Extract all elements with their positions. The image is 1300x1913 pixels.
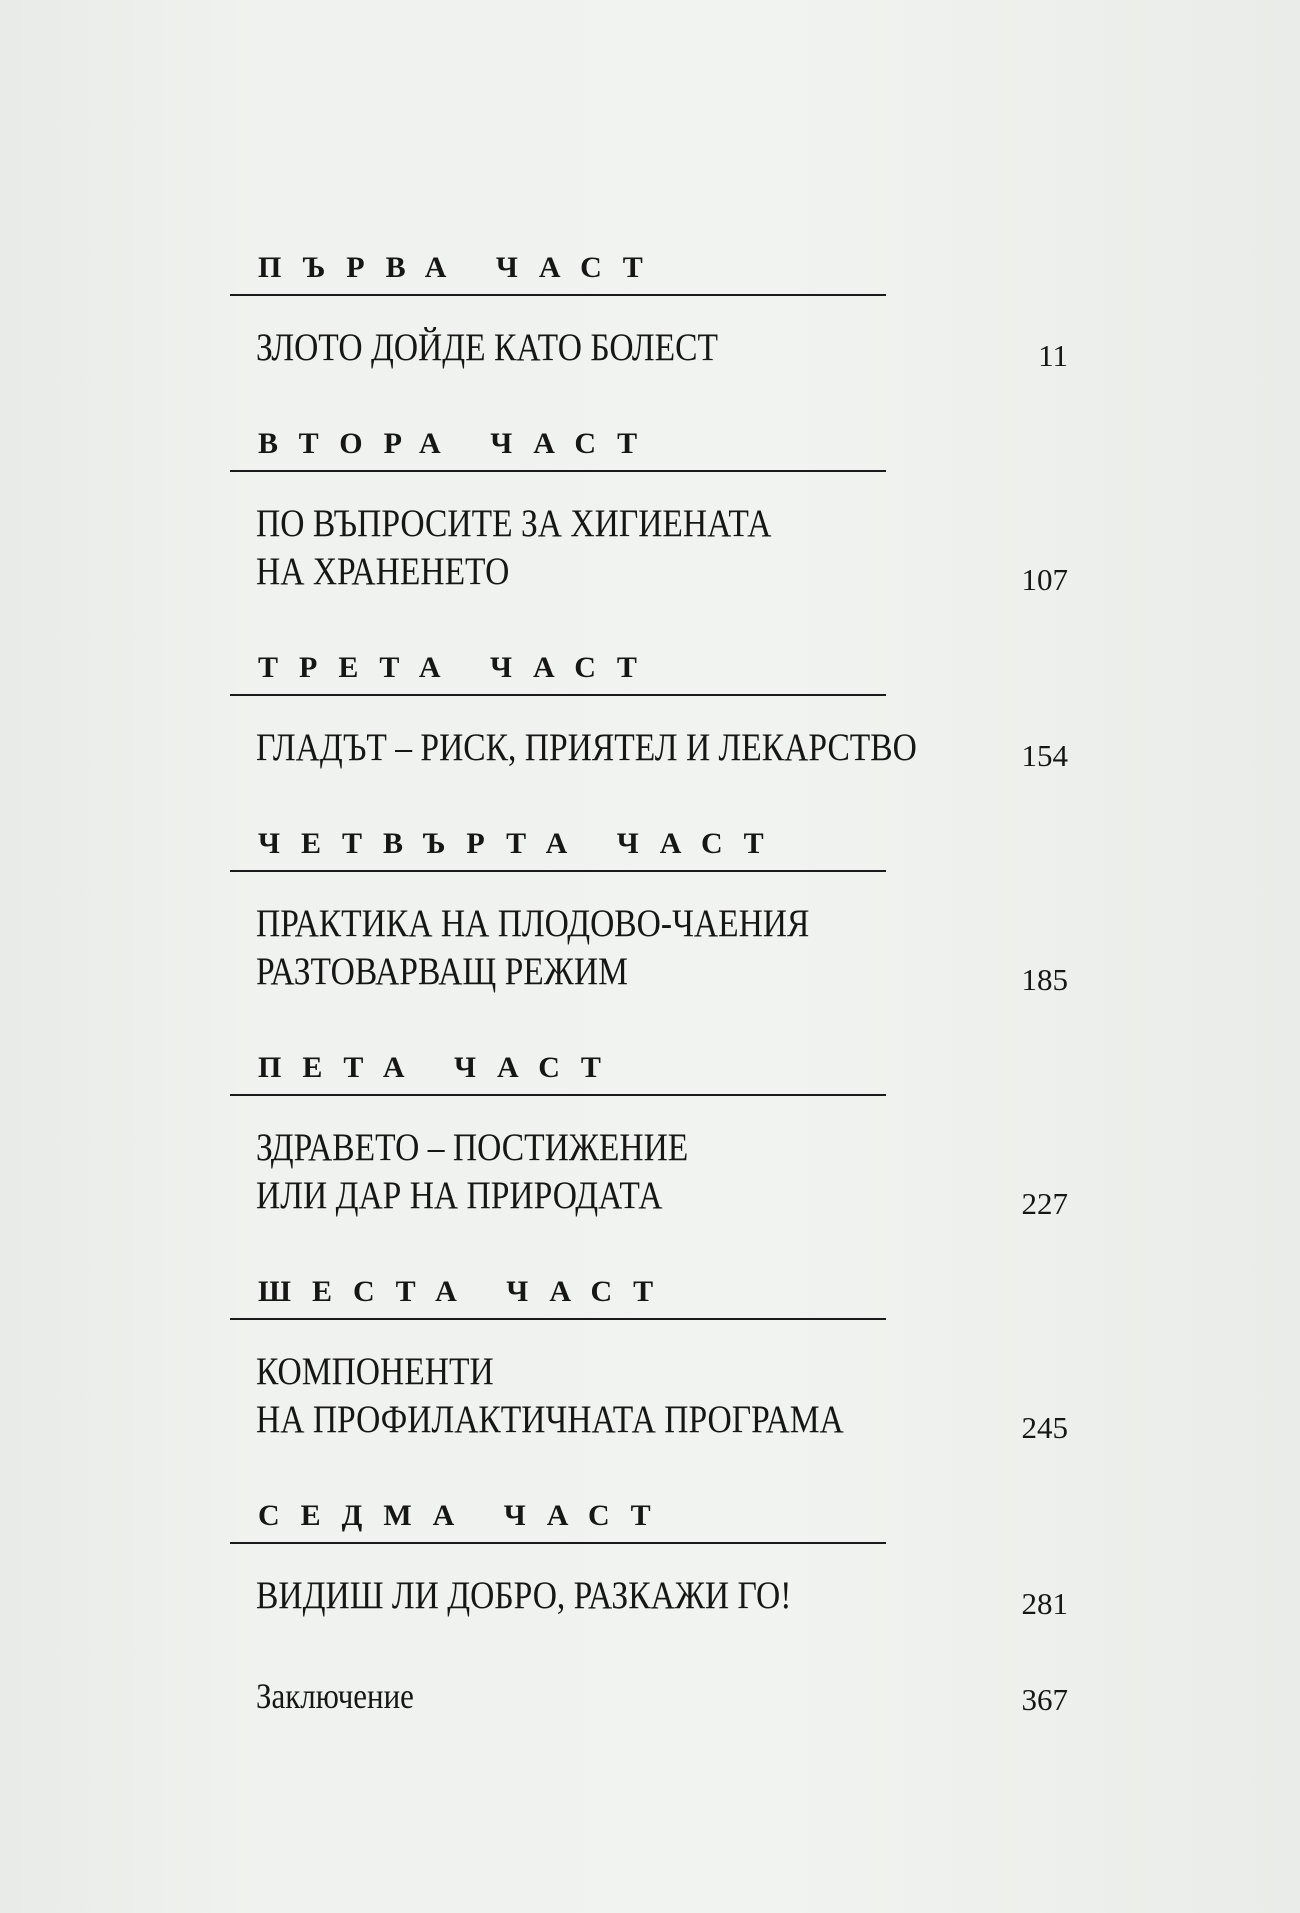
chapter-title-line: КОМПОНЕНТИ: [256, 1350, 494, 1393]
heading-rule: [230, 870, 886, 872]
toc-entry[interactable]: [230, 1124, 1080, 1220]
toc-entry[interactable]: [230, 1572, 1080, 1620]
page-number: 185: [1021, 962, 1068, 997]
chapter-title-line: ЗДРАВЕТО – ПОСТИЖЕНИЕ: [256, 1126, 689, 1169]
toc-part-4: [230, 824, 1080, 996]
part-heading: ЧЕТВЪРТА ЧАСТ: [258, 827, 785, 860]
heading-rule: [230, 1542, 886, 1544]
toc-entry[interactable]: [230, 900, 1080, 996]
page-number: 245: [1021, 1410, 1068, 1445]
toc-entry[interactable]: [230, 1348, 1080, 1444]
chapter-title: [256, 324, 965, 372]
toc-part-7: [230, 1496, 1080, 1620]
toc-entry[interactable]: [230, 500, 1080, 596]
page-number: 154: [1021, 738, 1068, 773]
chapter-title-line: РАЗТОВАРВАЩ РЕЖИМ: [256, 950, 628, 993]
part-heading: ШЕСТА ЧАСТ: [258, 1275, 675, 1308]
chapter-title-line: ВИДИШ ЛИ ДОБРО, РАЗКАЖИ ГО!: [256, 1574, 792, 1617]
toc-part-5: [230, 1048, 1080, 1220]
part-heading: ТРЕТА ЧАСТ: [258, 651, 658, 684]
chapter-title: [256, 724, 965, 772]
toc-conclusion[interactable]: [230, 1672, 1080, 1720]
part-heading: ВТОРА ЧАСТ: [258, 427, 659, 460]
chapter-title: [256, 900, 965, 996]
page-number: 281: [1021, 1586, 1068, 1621]
chapter-title: [256, 1348, 965, 1444]
page-number: 11: [1038, 338, 1068, 373]
chapter-title-line: ГЛАДЪТ – РИСК, ПРИЯТЕЛ И ЛЕКАРСТВО: [256, 726, 917, 769]
heading-rule: [230, 1094, 886, 1096]
part-heading: СЕДМА ЧАСТ: [258, 1499, 672, 1532]
conclusion-title: Заключение: [256, 1676, 414, 1716]
page-number: 107: [1021, 562, 1068, 597]
chapter-title-line: ЗЛОТО ДОЙДЕ КАТО БОЛЕСТ: [256, 326, 718, 369]
chapter-title: [256, 1572, 965, 1620]
toc-entry[interactable]: [230, 724, 1080, 772]
chapter-title-line: ИЛИ ДАР НА ПРИРОДАТА: [256, 1174, 663, 1217]
toc-part-3: [230, 648, 1080, 772]
toc-part-1: [230, 248, 1080, 372]
part-heading: ПЪРВА ЧАСТ: [258, 251, 664, 284]
heading-rule: [230, 294, 886, 296]
toc-part-6: [230, 1272, 1080, 1444]
chapter-title-line: ПРАКТИКА НА ПЛОДОВО-ЧАЕНИЯ: [256, 902, 810, 945]
page-number: 227: [1021, 1186, 1068, 1221]
heading-rule: [230, 470, 886, 472]
toc-entry[interactable]: [230, 324, 1080, 372]
chapter-title: [256, 1124, 965, 1220]
heading-rule: [230, 694, 886, 696]
chapter-title-line: НА ХРАНЕНЕТО: [256, 550, 510, 593]
heading-rule: [230, 1318, 886, 1320]
chapter-title-line: НА ПРОФИЛАКТИЧНАТА ПРОГРАМА: [256, 1398, 844, 1441]
part-heading: ПЕТА ЧАСТ: [258, 1051, 622, 1084]
chapter-title-line: ПО ВЪПРОСИТЕ ЗА ХИГИЕНАТА: [256, 502, 772, 545]
toc-part-2: [230, 424, 1080, 596]
table-of-contents: [230, 248, 1080, 1720]
page-number: 367: [1021, 1682, 1068, 1717]
chapter-title: [256, 500, 965, 596]
